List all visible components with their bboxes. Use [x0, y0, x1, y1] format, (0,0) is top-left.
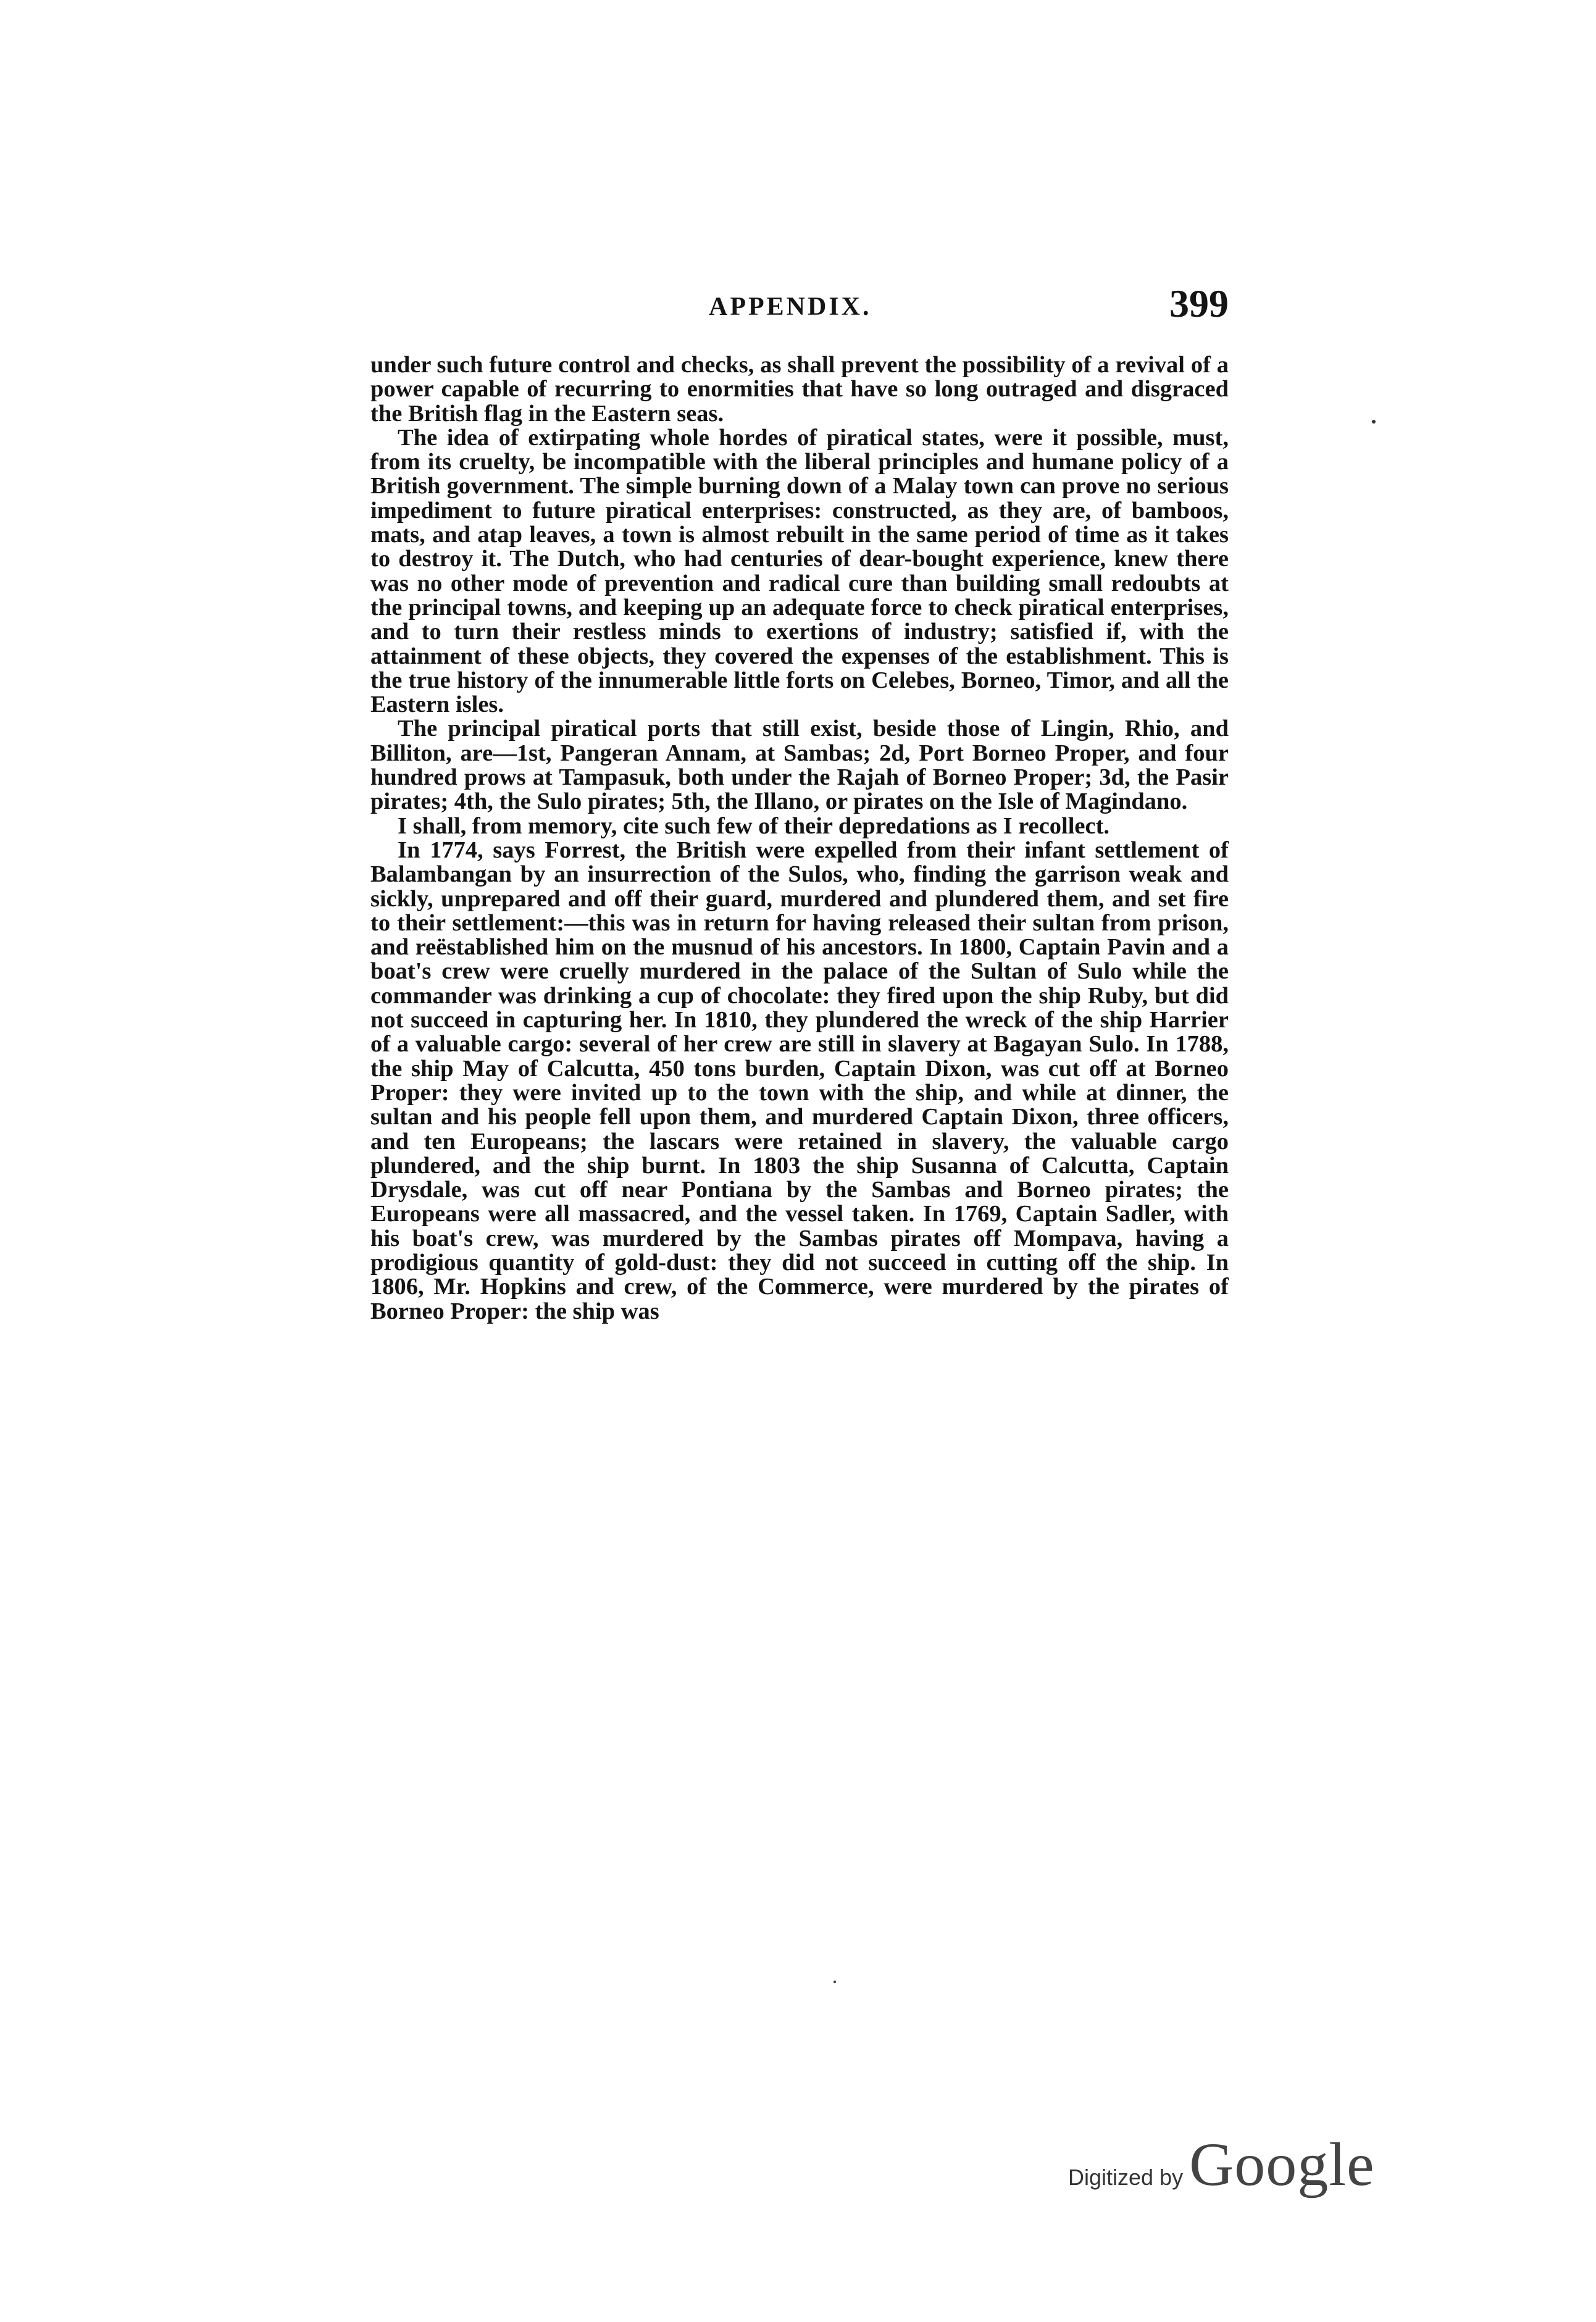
page-header [370, 281, 1229, 330]
paragraph-1: under such future control and checks, as shall prevent the possibility of a revival of a power capable of recurring to enormities that have so long outraged and disgraced the British flag in the Eastern seas. [370, 352, 1229, 427]
paragraph-5: In 1774, says Forrest, the British were expelled from their infant settlement of Balambangan by an insurrection of the Sulos, who, finding the garrison weak and sickly, unprepared and off their guard, murdered and plundered them, and set fire to their settlement:—this was in return for having released their sultan from prison, and reëstablished him on the musnud of his ancestors. In 1800, Captain Pavin and a boat's crew were cruelly murdered in the palace of the Sultan of Sulo while the commander was drinking a cup of chocolate: they fired upon the ship Ruby, but did not succeed in capturing her. In 1810, they plundered the wreck of the ship Harrier of a valuable cargo: several of her crew are still in slavery at Bagayan Sulo. In 1788, the ship May of Calcutta, 450 tons burden, Captain Dixon, was cut off at Borneo Proper: they were invited up to the town with the ship, and while at dinner, the sultan and his people fell upon them, and murdered Captain Dixon, three officers, and ten Europeans; the lascars were retained in slavery, the valuable cargo plundered, and the ship burnt. In 1803 the ship Susanna of Calcutta, Captain Drysdale, was cut off near Pontiana by the Sambas and Borneo pirates; the Europeans were all massacred, and the vessel taken. In 1769, Captain Sadler, with his boat's crew, was murdered by the Sambas pirates off Mompava, having a prodigious quantity of gold-dust: they did not succeed in cutting off the ship. In 1806, Mr. Hopkins and crew, of the Commerce, were murdered by the pirates of Borneo Proper: the ship was [370, 837, 1229, 1324]
page-number: 399 [1169, 282, 1229, 325]
paragraph-4: I shall, from memory, cite such few of their depredations as I recollect. [398, 812, 1110, 839]
running-head: APPENDIX. [709, 293, 872, 321]
stray-ink-dot [1372, 420, 1376, 424]
google-logo: Google [1189, 2130, 1375, 2199]
paragraph-2: The idea of extirpating whole hordes of piratical states, were it possible, must, from its cruelty, be incompatible with the liberal principles and humane policy of a British government. The simple burning down of a Malay town can prove no serious impediment to future piratical enterprises: constructed, as they are, of bamboos, mats, and atap leaves, a town is almost rebuilt in the same period of time as it takes to destroy it. The Dutch, who had centuries of dear-bought experience, knew there was no other mode of prevention and radical cure than building small redoubts at the principal towns, and keeping up an adequate force to check piratical enterprises, and to turn their restless minds to exertions of industry; satisfied if, with the attainment of these objects, they covered the expenses of the establishment. This is the true history of the innumerable little forts on Celebes, Borneo, Timor, and all the Eastern isles. [370, 424, 1229, 718]
body-text [370, 353, 1229, 1324]
paragraph-3: The principal piratical ports that still exist, beside those of Lingin, Rhio, and Billiton, are—1st, Pangeran Annam, at Sambas; 2d, Port Borneo Proper, and four hundred prows at Tampasuk, both under the Rajah of Borneo Proper; 3d, the Pasir pirates; 4th, the Sulo pirates; 5th, the Illano, or pirates on the Isle of Magindano. [370, 716, 1229, 815]
watermark-prefix: Digitized by [1068, 2165, 1184, 2190]
digitized-watermark [1068, 2129, 1374, 2197]
stray-ink-dot [834, 1981, 836, 1983]
